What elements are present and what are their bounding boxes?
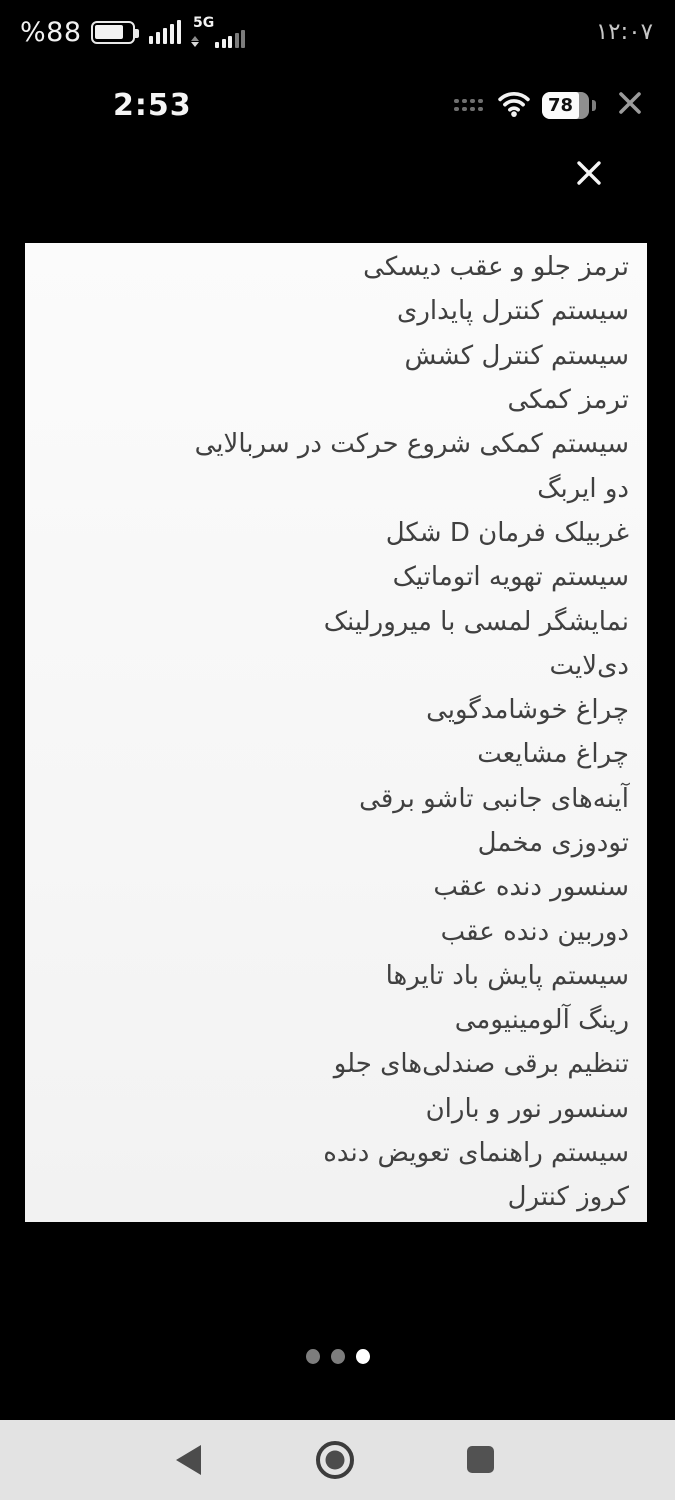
home-button[interactable] bbox=[316, 1441, 354, 1479]
pagination bbox=[0, 1349, 675, 1364]
back-button[interactable] bbox=[176, 1445, 201, 1475]
screenshot-clock: 2:53 bbox=[113, 87, 192, 123]
close-icon[interactable] bbox=[574, 159, 604, 189]
list-item: رینگ آلومینیومی bbox=[454, 1005, 629, 1036]
list-item: آینه‌های جانبی تاشو برقی bbox=[359, 783, 629, 814]
list-item: سنسور نور و باران bbox=[425, 1093, 629, 1124]
list-item: نمایشگر لمسی با میرورلینک bbox=[323, 606, 629, 637]
list-item: سیستم کنترل کشش bbox=[404, 340, 629, 371]
list-item: دوربین دنده عقب bbox=[440, 916, 629, 947]
list-item: سیستم کنترل پایداری bbox=[397, 296, 629, 327]
list-item: کروز کنترل bbox=[507, 1182, 629, 1213]
network-type-label: 5G bbox=[193, 14, 215, 31]
page-dot-3-active[interactable] bbox=[356, 1349, 370, 1364]
list-item: چراغ خوشامدگویی bbox=[426, 695, 629, 726]
list-item: دی‌لایت bbox=[549, 650, 629, 681]
android-nav-bar bbox=[0, 1420, 675, 1500]
list-item: سیستم پایش باد تایرها bbox=[385, 960, 629, 991]
cellular-dots-icon bbox=[454, 99, 483, 112]
wifi-icon bbox=[497, 90, 531, 121]
features-card bbox=[25, 243, 647, 1222]
list-item: دو ایربگ bbox=[537, 473, 629, 504]
screenshot-status-bar bbox=[0, 84, 645, 126]
screenshot-battery-icon bbox=[542, 92, 589, 119]
list-item: چراغ مشایعت bbox=[477, 739, 629, 770]
signal-bars-icon bbox=[149, 20, 182, 44]
device-status-bar bbox=[20, 10, 653, 54]
list-item: سنسور دنده عقب bbox=[433, 872, 629, 903]
list-item: ترمز کمکی bbox=[507, 385, 629, 416]
status-clock: ۱۲:۰۷ bbox=[595, 19, 653, 45]
list-item: سیستم راهنمای تعویض دنده bbox=[323, 1138, 629, 1169]
battery-icon bbox=[91, 21, 135, 44]
sim2-signal-group bbox=[191, 14, 245, 48]
battery-percent-label: %88 bbox=[20, 16, 82, 48]
recents-button[interactable] bbox=[467, 1446, 494, 1473]
page-dot-1[interactable] bbox=[306, 1349, 320, 1364]
screenshot-close-icon bbox=[615, 88, 645, 122]
page-dot-2[interactable] bbox=[331, 1349, 345, 1364]
list-item: ترمز جلو و عقب دیسکی bbox=[363, 252, 629, 283]
list-item: تودوزی مخمل bbox=[477, 828, 629, 858]
data-activity-icon bbox=[191, 36, 199, 47]
features-list bbox=[25, 243, 647, 1220]
list-item: سیستم کمکی شروع حرکت در سربالایی bbox=[194, 429, 629, 460]
signal-bars-2-icon bbox=[215, 30, 245, 48]
list-item: تنظیم برقی صندلی‌های جلو bbox=[333, 1049, 629, 1080]
list-item: غربیلک فرمان D شکل bbox=[385, 517, 629, 548]
list-item: سیستم تهویه اتوماتیک bbox=[392, 562, 629, 593]
screenshot-battery-level: 78 bbox=[547, 94, 574, 116]
